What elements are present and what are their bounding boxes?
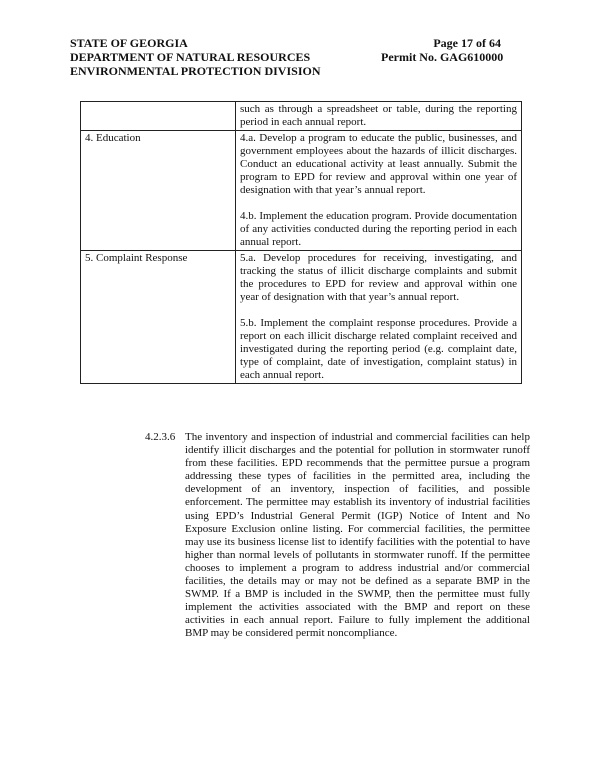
table-row <box>81 102 522 131</box>
header-state: STATE OF GEORGIA <box>70 36 188 50</box>
requirement-paragraph: 4.b. Implement the education program. Provide documentation of any activities conducted during the reporting period in each annual report. <box>240 210 517 248</box>
page-number: Page 17 of 64 <box>433 36 501 50</box>
bmp-label-cell: 5. Complaint Response <box>81 251 236 384</box>
section-number: 4.2.3.6 <box>145 431 176 443</box>
bmp-label-cell: 4. Education <box>81 131 236 251</box>
permit-number: Permit No. GAG610000 <box>381 50 504 64</box>
header-division: ENVIRONMENTAL PROTECTION DIVISION <box>70 64 321 78</box>
bmp-requirement-cell <box>236 251 522 384</box>
section-4-2-3-6 <box>145 431 530 641</box>
bmp-label-cell <box>81 102 236 131</box>
table-row <box>81 131 522 251</box>
requirement-paragraph: 5.a. Develop procedures for receiving, investigating, and tracking the status of illicit discharge complaints and submit the procedures to EPD for review and approval within one year of designation with that year’s annual report. <box>240 252 517 303</box>
table-row <box>81 251 522 384</box>
section-text: The inventory and inspection of industrial and commercial facilities can help identify illicit discharges and the potential for pollution in stormwater runoff from these facilities. EPD recommends that the permittee pursue a program addressing these types of facilities in the permitted area, including the development of an inventory, inspection of facilities, and possible enforcement. The permittee may establish its inventory of industrial facilities using EPD’s Industrial General Permit (IGP) Notice of Intent and No Exposure Exclusion online listing. For commercial facilities, the permittee may use its business license list to identify facilities with the potential to have higher than normal levels of pollutants in stormwater runoff. If the permittee chooses to implement a program to address industrial and/or commercial facilities, the details may or may not be defined as a separate BMP in the SWMP. If a BMP is included in the SWMP, then the permittee must fully implement the activities associated with the BMP and report on these activities in each annual report. Failure to fully implement the additional BMP may be considered permit noncompliance. <box>185 431 530 640</box>
bmp-requirement-cell <box>236 131 522 251</box>
agency-header <box>70 36 320 78</box>
bmp-table <box>80 101 522 384</box>
requirement-paragraph: 5.b. Implement the complaint response procedures. Provide a report on each illicit discharge related complaint received and investigated during the reporting period (e.g. complaint date, type of complaint, date of investigation, complaint status) in each annual report. <box>240 317 517 381</box>
page-info-header <box>381 36 504 64</box>
bmp-requirement-cell <box>236 102 522 131</box>
header-department: DEPARTMENT OF NATURAL RESOURCES <box>70 50 311 64</box>
requirement-paragraph: 4.a. Develop a program to educate the public, businesses, and government employees about the hazards of illicit discharges. Conduct an educational activity at least annually. Submit the program to EPD for review and approval within one year of designation with that year’s annual report. <box>240 132 517 196</box>
requirement-paragraph: such as through a spreadsheet or table, during the reporting period in each annual report. <box>240 103 517 128</box>
